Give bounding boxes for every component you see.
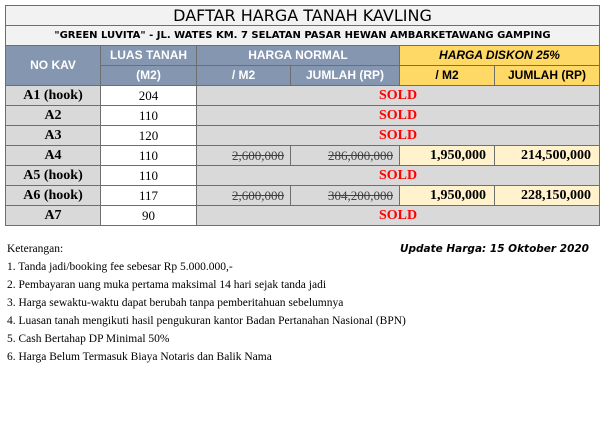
discount-price-total: 228,150,000	[495, 186, 600, 206]
kav-number: A3	[6, 126, 101, 146]
page-subtitle: "GREEN LUVITA" - JL. WATES KM. 7 SELATAN PASAR HEWAN AMBARKETAWANG GAMPING	[6, 26, 600, 46]
note-item: 6. Harga Belum Termasuk Biaya Notaris dan Balik Nama	[7, 351, 272, 363]
page-title: DAFTAR HARGA TANAH KAVLING	[6, 6, 600, 26]
normal-price-total: 304,200,000	[291, 186, 400, 206]
note-item: 3. Harga sewaktu-waktu dapat berubah tanpa pemberitahuan sebelumnya	[7, 297, 344, 309]
table-row	[6, 186, 600, 206]
notes-section	[7, 240, 597, 366]
table-row	[6, 126, 600, 146]
note-item: 4. Luasan tanah mengikuti hasil pengukuran kantor Badan Pertanahan Nasional (BPN)	[7, 315, 406, 327]
note-item: 2. Pembayaran uang muka pertama maksimal 14 hari sejak tanda jadi	[7, 279, 327, 291]
land-area: 110	[101, 106, 197, 126]
kav-number: A6 (hook)	[6, 186, 101, 206]
header-diskon-m2: / M2	[400, 66, 495, 86]
notes-heading: Keterangan:	[7, 243, 64, 255]
table-row	[6, 206, 600, 226]
header-no-kav: NO KAV	[6, 46, 101, 86]
header-normal-m2: / M2	[197, 66, 291, 86]
kav-number: A2	[6, 106, 101, 126]
land-area: 204	[101, 86, 197, 106]
normal-price-per-m2: 2,600,000	[197, 146, 291, 166]
kav-number: A1 (hook)	[6, 86, 101, 106]
table-row	[6, 146, 600, 166]
sold-label: SOLD	[197, 86, 600, 106]
sold-label: SOLD	[197, 206, 600, 226]
header-luas-unit: (M2)	[101, 66, 197, 86]
table-row	[6, 106, 600, 126]
normal-price-total: 286,000,000	[291, 146, 400, 166]
price-list	[5, 5, 599, 226]
note-item: 5. Cash Bertahap DP Minimal 50%	[7, 333, 170, 345]
kav-number: A5 (hook)	[6, 166, 101, 186]
header-harga-diskon: HARGA DISKON 25%	[400, 46, 600, 66]
sold-label: SOLD	[197, 106, 600, 126]
table-row	[6, 86, 600, 106]
header-luas-tanah: LUAS TANAH	[101, 46, 197, 66]
sold-label: SOLD	[197, 166, 600, 186]
normal-price-per-m2: 2,600,000	[197, 186, 291, 206]
kav-number: A4	[6, 146, 101, 166]
land-area: 117	[101, 186, 197, 206]
header-harga-normal: HARGA NORMAL	[197, 46, 400, 66]
update-date: Update Harga: 15 Oktober 2020	[399, 243, 589, 255]
kav-number: A7	[6, 206, 101, 226]
land-area: 110	[101, 166, 197, 186]
header-normal-jumlah: JUMLAH (RP)	[291, 66, 400, 86]
price-table	[5, 5, 600, 226]
land-area: 90	[101, 206, 197, 226]
note-item: 1. Tanda jadi/booking fee sebesar Rp 5.000.000,-	[7, 261, 233, 273]
land-area: 110	[101, 146, 197, 166]
discount-price-total: 214,500,000	[495, 146, 600, 166]
discount-price-per-m2: 1,950,000	[400, 186, 495, 206]
sold-label: SOLD	[197, 126, 600, 146]
header-diskon-jumlah: JUMLAH (RP)	[495, 66, 600, 86]
discount-price-per-m2: 1,950,000	[400, 146, 495, 166]
land-area: 120	[101, 126, 197, 146]
table-row	[6, 166, 600, 186]
